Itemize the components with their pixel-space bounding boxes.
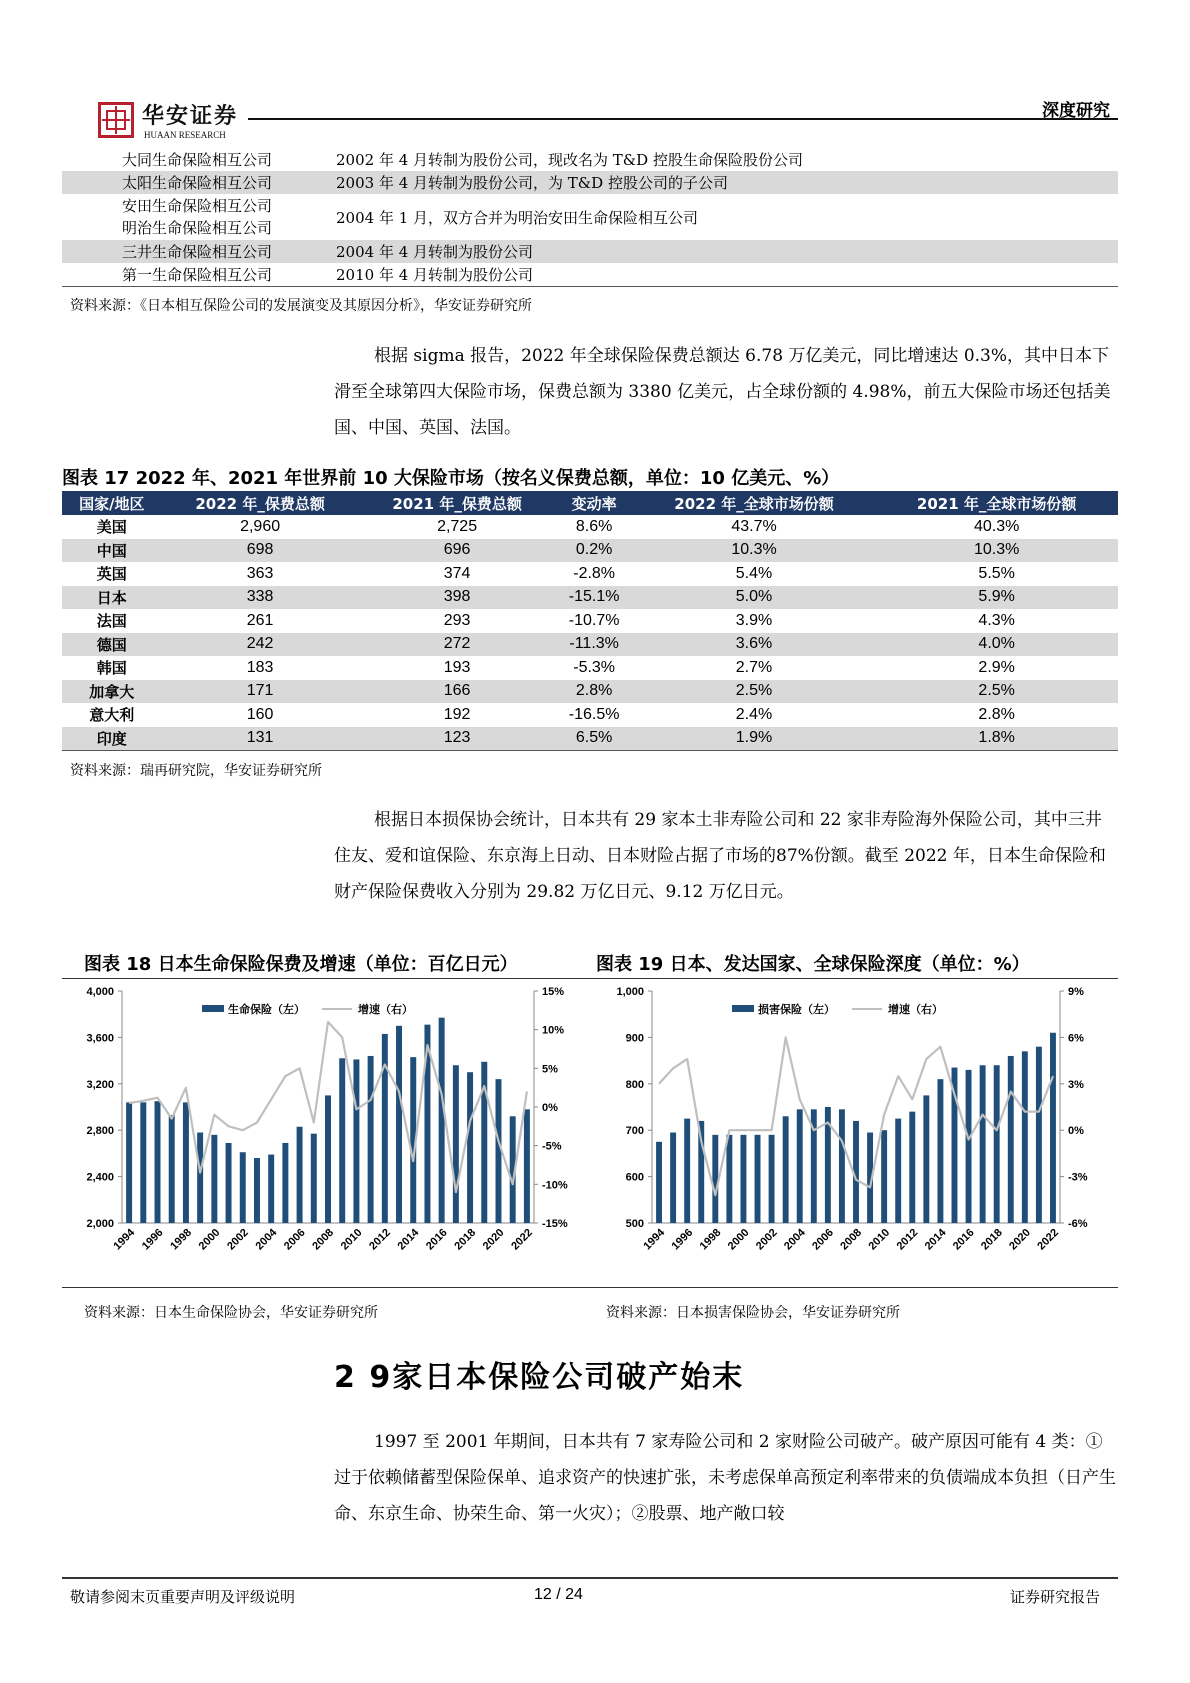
- bar: [712, 1135, 718, 1223]
- bar: [453, 1065, 459, 1223]
- table-row: [62, 656, 1118, 680]
- footer-rule: [62, 1577, 1118, 1579]
- bar: [1050, 1033, 1056, 1223]
- value-cell: 123: [359, 727, 556, 751]
- bar: [297, 1127, 303, 1223]
- header-report-type: 深度研究: [1042, 101, 1110, 121]
- value-cell: 0.2%: [556, 539, 633, 563]
- value-cell: 5.0%: [633, 586, 876, 610]
- legend-bar-label: 生命保险（左）: [228, 1003, 305, 1016]
- country-cell: 法国: [96, 612, 127, 631]
- value-cell: 242: [162, 633, 359, 657]
- value-cell: 3.6%: [633, 633, 876, 657]
- country-cell: 德国: [62, 633, 162, 657]
- bar: [656, 1142, 662, 1223]
- left-tick-label: 3,200: [86, 1078, 114, 1091]
- table-row: [62, 586, 1118, 610]
- country-cell: 加拿大: [62, 680, 162, 704]
- x-tick-label: 2004: [782, 1226, 808, 1253]
- column-header: 2021 年_全球市场份额: [875, 491, 1118, 515]
- value-cell: 272: [359, 633, 556, 657]
- value-cell: 5.4%: [735, 564, 773, 582]
- right-tick-label: 0%: [1068, 1125, 1084, 1138]
- value-cell: 4.3%: [978, 611, 1015, 629]
- value-cell: 2.5%: [875, 680, 1118, 704]
- bar: [1036, 1047, 1042, 1223]
- bar: [755, 1135, 761, 1223]
- x-tick-label: 2018: [979, 1226, 1005, 1253]
- table-row: [62, 515, 1118, 539]
- value-cell: 338: [162, 586, 359, 610]
- body-paragraph: [334, 338, 1118, 446]
- value-cell: 193: [443, 658, 471, 676]
- table-row: [62, 263, 1118, 286]
- left-tick-label: 2,400: [86, 1171, 114, 1184]
- footer-report-label: 证券研究报告: [1010, 1588, 1101, 1606]
- value-cell: 8.6%: [575, 517, 613, 535]
- value-cell: -15.1%: [556, 586, 633, 610]
- left-tick-label: 2,000: [86, 1218, 114, 1230]
- bar: [467, 1072, 473, 1223]
- left-tick-label: 900: [625, 1032, 644, 1045]
- country-cell: 印度: [62, 727, 162, 751]
- x-tick-label: 2006: [281, 1226, 308, 1253]
- bar: [325, 1095, 331, 1223]
- country-cell: 美国: [96, 518, 127, 537]
- bar: [282, 1143, 288, 1223]
- country-cell: 日本: [62, 586, 162, 610]
- x-tick-label: 2016: [423, 1226, 450, 1253]
- table-row: [62, 609, 1118, 633]
- bar: [881, 1130, 887, 1223]
- table-body: [62, 515, 1118, 750]
- left-tick-label: 700: [625, 1125, 644, 1138]
- x-tick-label: 2022: [1035, 1226, 1062, 1253]
- legend-line-label: 增速（右）: [358, 1003, 413, 1016]
- table-row: [62, 562, 1118, 586]
- x-tick-label: 2012: [894, 1226, 921, 1253]
- column-header: 国家/地区: [62, 491, 162, 515]
- value-cell: -10.7%: [568, 611, 620, 629]
- value-cell: 192: [443, 705, 471, 723]
- logo-text-cn: 华安证券: [142, 103, 239, 129]
- x-tick-label: 2010: [866, 1226, 893, 1253]
- legend-bar-label: 损害保险（左）: [758, 1003, 835, 1016]
- bar: [382, 1034, 388, 1223]
- x-tick-label: 1996: [139, 1226, 166, 1253]
- value-cell: -2.8%: [573, 564, 616, 582]
- x-tick-label: 2010: [338, 1226, 365, 1253]
- value-cell: 398: [359, 586, 556, 610]
- figure-18-source: 资料来源：日本生命保险协会，华安证券研究所: [84, 1305, 378, 1321]
- legend-line-label: 增速（右）: [888, 1003, 943, 1016]
- x-tick-label: 1994: [111, 1226, 138, 1253]
- event-cell: 2003 年 4 月转制为股份公司，为 T&D 控股公司的子公司: [322, 171, 1118, 194]
- left-tick-label: 2,800: [86, 1125, 114, 1138]
- value-cell: -11.3%: [556, 633, 633, 657]
- table-row: [62, 633, 1118, 657]
- bar: [909, 1112, 915, 1223]
- company-name: 安田生命保险相互公司: [122, 197, 273, 215]
- column-header: 变动率: [556, 491, 633, 515]
- right-tick-label: -3%: [1068, 1171, 1088, 1184]
- chart-19-frame: [592, 978, 1118, 1288]
- value-cell: 5.5%: [978, 564, 1015, 582]
- right-tick-label: -5%: [542, 1140, 562, 1153]
- bar: [268, 1155, 274, 1223]
- paragraph-text: 根据 sigma 报告，2022 年全球保险保费总额达 6.78 万亿美元，同比增速达 0.3%，其中日本下滑至全球第四大保险市场，保费总额为 3380 亿美元，占全球份额的 4.98%，前五大保险市场还包括美国、中国、英国、法国。: [334, 346, 1111, 438]
- bar: [183, 1102, 189, 1223]
- table-row: [62, 240, 1118, 263]
- x-tick-label: 2000: [725, 1226, 752, 1253]
- x-tick-label: 2002: [753, 1226, 780, 1253]
- value-cell: 40.3%: [973, 517, 1020, 535]
- column-header: 2022 年_全球市场份额: [633, 491, 876, 515]
- value-cell: 3.9%: [735, 611, 773, 629]
- bar: [937, 1079, 943, 1223]
- left-tick-label: 4,000: [86, 986, 114, 998]
- x-tick-label: 1998: [697, 1226, 724, 1253]
- right-tick-label: -10%: [542, 1179, 568, 1192]
- bar: [254, 1158, 260, 1223]
- value-cell: 2.8%: [556, 680, 633, 704]
- table-row: [62, 703, 1118, 727]
- value-cell: 2.5%: [633, 680, 876, 704]
- value-cell: 2,960: [240, 517, 281, 535]
- bar: [740, 1135, 746, 1223]
- huaan-logo-icon: [98, 102, 134, 138]
- value-cell: 696: [359, 539, 556, 563]
- bar: [368, 1056, 374, 1223]
- legend-bar-swatch: [732, 1005, 754, 1012]
- value-cell: 2,725: [437, 517, 478, 535]
- figure-19-title: 图表 19 日本、发达国家、全球保险深度（单位：%）: [596, 954, 1030, 975]
- bar: [966, 1070, 972, 1223]
- bar: [895, 1119, 901, 1223]
- table-row: [62, 727, 1118, 751]
- value-cell: -16.5%: [568, 705, 620, 723]
- event-cell: 2004 年 4 月转制为股份公司: [322, 240, 1118, 263]
- company-name: 明治生命保险相互公司: [122, 219, 273, 237]
- bar: [1022, 1051, 1028, 1223]
- bar: [797, 1109, 803, 1223]
- bar: [140, 1102, 146, 1223]
- bar: [126, 1102, 132, 1223]
- conversion-table: [62, 148, 1118, 287]
- right-tick-label: -15%: [542, 1218, 568, 1230]
- right-tick-label: 15%: [542, 986, 565, 998]
- value-cell: 6.5%: [556, 727, 633, 751]
- value-cell: 2.9%: [978, 658, 1015, 676]
- logo-text-en: HUAAN RESEARCH: [144, 130, 226, 140]
- x-tick-label: 2002: [225, 1226, 251, 1253]
- right-tick-label: 6%: [1068, 1032, 1084, 1045]
- figure-17-title: 图表 17 2022 年、2021 年世界前 10 大保险市场（按名义保费总额，单位：10 亿美元、%）: [62, 468, 840, 489]
- legend-bar-swatch: [202, 1005, 224, 1012]
- x-tick-label: 2018: [452, 1226, 479, 1253]
- bar: [994, 1065, 1000, 1223]
- table-row: [62, 539, 1118, 563]
- value-cell: 2.8%: [978, 705, 1015, 723]
- country-cell: 韩国: [96, 659, 127, 678]
- bar: [726, 1135, 732, 1223]
- header-rule: [248, 118, 1118, 120]
- bar: [396, 1026, 402, 1223]
- x-tick-label: 1998: [168, 1226, 195, 1253]
- page-number: 12 / 24: [534, 1586, 583, 1603]
- country-cell: 中国: [62, 539, 162, 563]
- value-cell: 374: [443, 564, 471, 582]
- bar: [1008, 1056, 1014, 1223]
- value-cell: 261: [246, 611, 274, 629]
- right-tick-label: 10%: [542, 1024, 565, 1037]
- value-cell: 43.7%: [731, 517, 777, 535]
- x-tick-label: 2004: [253, 1226, 280, 1253]
- bar: [524, 1109, 530, 1223]
- bar: [155, 1101, 161, 1223]
- left-tick-label: 3,600: [86, 1032, 114, 1045]
- bar: [495, 1079, 501, 1223]
- value-cell: 166: [359, 680, 556, 704]
- company-cell: 第一生命保险相互公司: [62, 263, 322, 286]
- left-tick-label: 800: [625, 1078, 644, 1091]
- bar: [923, 1095, 929, 1223]
- bar: [339, 1058, 345, 1223]
- bar: [226, 1143, 232, 1223]
- right-tick-label: 0%: [542, 1102, 558, 1114]
- right-tick-label: 9%: [1068, 986, 1084, 998]
- paragraph-text: 根据日本损保协会统计，日本共有 29 家本土非寿险公司和 22 家非寿险海外保险公司，其中三井住友、爱和谊保险、东京海上日动、日本财险占据了市场的87%份额。截至 2022 年，日本生命保险和财产保险保费收入分别为 29.82 万亿日元、9.12 万亿日元。: [334, 810, 1106, 902]
- event-cell: 2002 年 4 月转制为股份公司，现改名为 T&D 控股生命保险股份公司: [336, 151, 803, 169]
- x-tick-label: 2022: [509, 1226, 536, 1253]
- bar: [439, 1018, 445, 1223]
- x-tick-label: 2014: [395, 1226, 422, 1253]
- value-cell: 171: [162, 680, 359, 704]
- value-cell: 10.3%: [633, 539, 876, 563]
- table-row: [62, 194, 1118, 240]
- x-tick-label: 1996: [669, 1226, 696, 1253]
- life-insurance-premium-chart: [62, 979, 592, 1287]
- value-cell: 131: [162, 727, 359, 751]
- bar: [240, 1152, 246, 1223]
- event-cell: 2010 年 4 月转制为股份公司: [322, 263, 1118, 286]
- x-tick-label: 2008: [838, 1226, 865, 1253]
- bar: [769, 1135, 775, 1223]
- x-tick-label: 2014: [922, 1226, 949, 1253]
- non-life-insurance-chart: [592, 979, 1118, 1287]
- bar: [783, 1116, 789, 1223]
- value-cell: 183: [246, 658, 274, 676]
- section-title: 2 9家日本保险公司破产始末: [334, 1360, 745, 1395]
- footer-disclaimer: 敬请参阅末页重要声明及评级说明: [70, 1588, 296, 1606]
- right-tick-label: 3%: [1068, 1078, 1084, 1091]
- left-tick-label: 500: [625, 1218, 644, 1230]
- x-tick-label: 2020: [1007, 1226, 1033, 1253]
- value-cell: 4.0%: [875, 633, 1118, 657]
- bar: [353, 1059, 359, 1223]
- table-source: 资料来源：《日本相互保险公司的发展演变及其原因分析》，华安证券研究所: [70, 298, 532, 314]
- value-cell: 363: [246, 564, 274, 582]
- page-header: [98, 94, 1118, 144]
- table-row: [62, 148, 1118, 171]
- bar: [197, 1133, 203, 1223]
- value-cell: -5.3%: [573, 658, 616, 676]
- x-tick-label: 2020: [480, 1226, 507, 1253]
- value-cell: 2.4%: [735, 705, 773, 723]
- bar: [684, 1119, 690, 1223]
- table-header-row: [62, 491, 1118, 515]
- figure-17-source: 资料来源：瑞再研究院，华安证券研究所: [70, 763, 322, 779]
- chart-18-frame: [62, 978, 592, 1288]
- table-row: [62, 680, 1118, 704]
- table-row: [62, 171, 1118, 194]
- value-cell: 2.7%: [735, 658, 773, 676]
- value-cell: 1.8%: [875, 727, 1118, 751]
- x-tick-label: 2008: [310, 1226, 337, 1253]
- figure-19-source: 资料来源：日本损害保险协会，华安证券研究所: [606, 1305, 900, 1321]
- value-cell: 1.9%: [633, 727, 876, 751]
- body-paragraph: [334, 802, 1118, 910]
- bar: [839, 1109, 845, 1223]
- right-tick-label: 5%: [542, 1063, 558, 1076]
- left-tick-label: 1,000: [616, 986, 644, 998]
- bar: [670, 1133, 676, 1223]
- column-header: 2021 年_保费总额: [359, 491, 556, 515]
- x-tick-label: 2000: [196, 1226, 223, 1253]
- bar: [169, 1115, 175, 1223]
- event-cell: 2004 年 1 月，双方合并为明治安田生命保险相互公司: [336, 208, 699, 227]
- country-cell: 意大利: [89, 706, 135, 725]
- company-cell: 大同生命保险相互公司: [122, 151, 273, 169]
- company-cell: [62, 194, 322, 240]
- left-tick-label: 600: [625, 1171, 644, 1184]
- figure-18-title: 图表 18 日本生命保险保费及增速（单位：百亿日元）: [84, 954, 518, 975]
- x-tick-label: 2012: [367, 1226, 393, 1253]
- column-header: 2022 年_保费总额: [162, 491, 359, 515]
- value-cell: 698: [162, 539, 359, 563]
- x-tick-label: 2006: [810, 1226, 836, 1253]
- value-cell: 293: [443, 611, 471, 629]
- value-cell: 10.3%: [875, 539, 1118, 563]
- country-cell: 英国: [96, 565, 127, 584]
- bar: [980, 1065, 986, 1223]
- x-tick-label: 1994: [641, 1226, 668, 1253]
- body-paragraph: [334, 1424, 1118, 1532]
- bar: [211, 1135, 217, 1223]
- company-cell: 三井生命保险相互公司: [62, 240, 322, 263]
- paragraph-text: 1997 至 2001 年期间，日本共有 7 家寿险公司和 2 家财险公司破产。破产原因可能有 4 类：①过于依赖储蓄型保险保单、追求资产的快速扩张，未考虑保单高预定利率带来的负债端成本负担（日产生命、东京生命、协荣生命、第一火灾）；②股票、地产敞口较: [334, 1432, 1116, 1524]
- value-cell: 160: [246, 705, 274, 723]
- bar: [311, 1134, 317, 1223]
- insurance-market-table: [62, 491, 1118, 751]
- x-tick-label: 2016: [950, 1226, 977, 1253]
- right-tick-label: -6%: [1068, 1218, 1088, 1230]
- company-cell: 太阳生命保险相互公司: [62, 171, 322, 194]
- value-cell: 5.9%: [875, 586, 1118, 610]
